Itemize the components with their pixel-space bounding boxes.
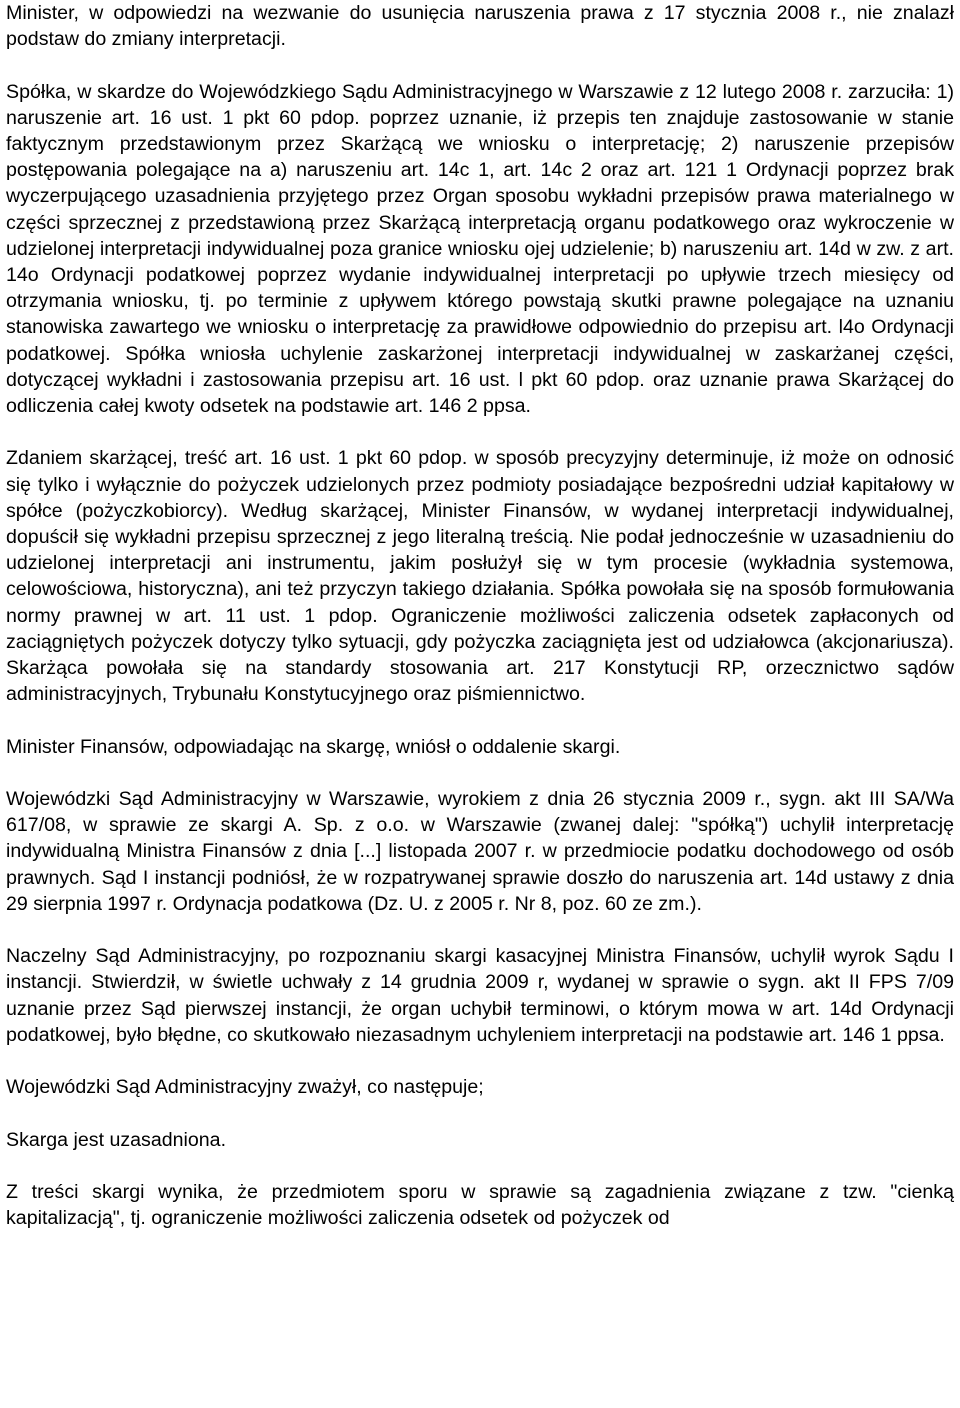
paragraph-wsa-judgment: Wojewódzki Sąd Administracyjny w Warszawie, wyrokiem z dnia 26 stycznia 2009 r., sygn. akt III SA/Wa 617/08, w sprawie ze skargi A. Sp. z o.o. w Warszawie (zwanej dalej: "spółką") uchylił interpretację indywidualną Ministra Finansów z dnia [...] listopada 2007 r. w przedmiocie podatku dochodowego od osób prawnych. Sąd I instancji podniósł, że w rozpatrywanej sprawie doszło do naruszenia art. 14d ustawy z dnia 29 sierpnia 1997 r. Ordynacja podatkowa (Dz. U. z 2005 r. Nr 8, poz. 60 ze zm.). [6, 788, 954, 915]
paragraph-minister-answer: Minister Finansów, odpowiadając na skargę, wniósł o oddalenie skargi. [6, 735, 621, 758]
paragraph-court-considered: Wojewódzki Sąd Administracyjny zważył, co następuje; [6, 1076, 484, 1099]
paragraph-nsa-judgment: Naczelny Sąd Administracyjny, po rozpoznaniu skargi kasacyjnej Ministra Finansów, uchylił wyrok Sądu I instancji. Stwierdził, w świetle uchwały z 14 grudnia 2009 r, wydanej w sprawie o sygn. akt II FPS 7/09 uznanie przez Sąd pierwszej instancji, że organ uchybił terminowi, o którym mowa w art. 14d Ordynacji podatkowej, było błędne, co skutkowało niezasadnym uchyleniem interpretacji na podstawie art. 146 1 ppsa. [6, 945, 954, 1046]
paragraph-subject-of-dispute: Z treści skargi wynika, że przedmiotem sporu w sprawie są zagadnienia związane z tzw. "cienką kapitalizacją", tj. ograniczenie możliwości zaliczenia odsetek od pożyczek od [6, 1181, 954, 1230]
paragraph-company-complaint: Spółka, w skardze do Wojewódzkiego Sądu Administracyjnego w Warszawie z 12 lutego 2008 r. zarzuciła: 1) naruszenie art. 16 ust. 1 pkt 60 pdop. poprzez uznanie, iż przepis ten znajduje zastosowanie w stanie faktycznym przedstawionym przez Skarżącą we wniosku o interpretację; 2) naruszenie przepisów postępowania polegające na a) naruszeniu art. 14c 1, art. 14c 2 oraz art. 121 1 Ordynacji poprzez brak wyczerpującego uzasadnienia przyjętego przez Organ sposobu wykładni przepisów prawa materialnego w części sprzecznej z przedstawioną przez Skarżącą interpretacją organu podatkowego oraz wykroczenie w udzielonej interpretacji indywidualnej poza granice wniosku ojej udzielenie; b) naruszeniu art. 14d w zw. z art. 14o Ordynacji podatkowej poprzez wydanie indywidualnej interpretacji po upływie trzech miesięcy od otrzymania wniosku, tj. po terminie z upływem którego powstają skutki prawne polegające na uznaniu stanowiska zawartego we wniosku o interpretację za prawidłowe odpowiednio do przepisu art. l4o Ordynacji podatkowej. Spółka wniosła uchylenie zaskarżonej interpretacji indywidualnej w zaskarżanej części, dotyczącej wykładni i zastosowania przepisu art. 16 ust. l pkt 60 pdop. oraz uznanie prawa Skarżącej do odliczenia całej kwoty odsetek na podstawie art. 146 2 ppsa. [6, 80, 954, 418]
paragraph-minister-response: Minister, w odpowiedzi na wezwanie do usunięcia naruszenia prawa z 17 stycznia 2008 r., nie znalazł podstaw do zmiany interpretacji. [6, 2, 954, 51]
document-page [6, 0, 954, 1231]
paragraph-complainant-opinion: Zdaniem skarżącej, treść art. 16 ust. 1 pkt 60 pdop. w sposób precyzyjny determinuje, iż może on odnosić się tylko i wyłącznie do pożyczek udzielonych przez podmioty posiadające bezpośredni udział kapitałowy w spółce (pożyczkobiorcy). Według skarżącej, Minister Finansów, w wydanej interpretacji indywidualnej, dopuścił się wykładni przepisu sprzecznej z jego literalną treścią. Nie podał jednocześnie w uzasadnieniu do udzielonej interpretacji ani instrumentu, jakim posłużył się w tym procesie (wykładnia systemowa, celowościowa, historyczna), ani też przyczyn takiego działania. Spółka powołała się na sposób formułowania normy prawnej w art. 11 ust. 1 pdop. Ograniczenie możliwości zaliczenia odsetek zapłaconych od zaciągniętych pożyczek dotyczy tylko sytuacji, gdy pożyczka zaciągnięta jest od udziałowca (akcjonariusza). Skarżąca powołała się na standardy stosowania art. 217 Konstytucji RP, orzecznictwo sądów administracyjnych, Trybunału Konstytucyjnego oraz piśmiennictwo. [6, 447, 954, 706]
paragraph-complaint-justified: Skarga jest uzasadniona. [6, 1128, 227, 1151]
